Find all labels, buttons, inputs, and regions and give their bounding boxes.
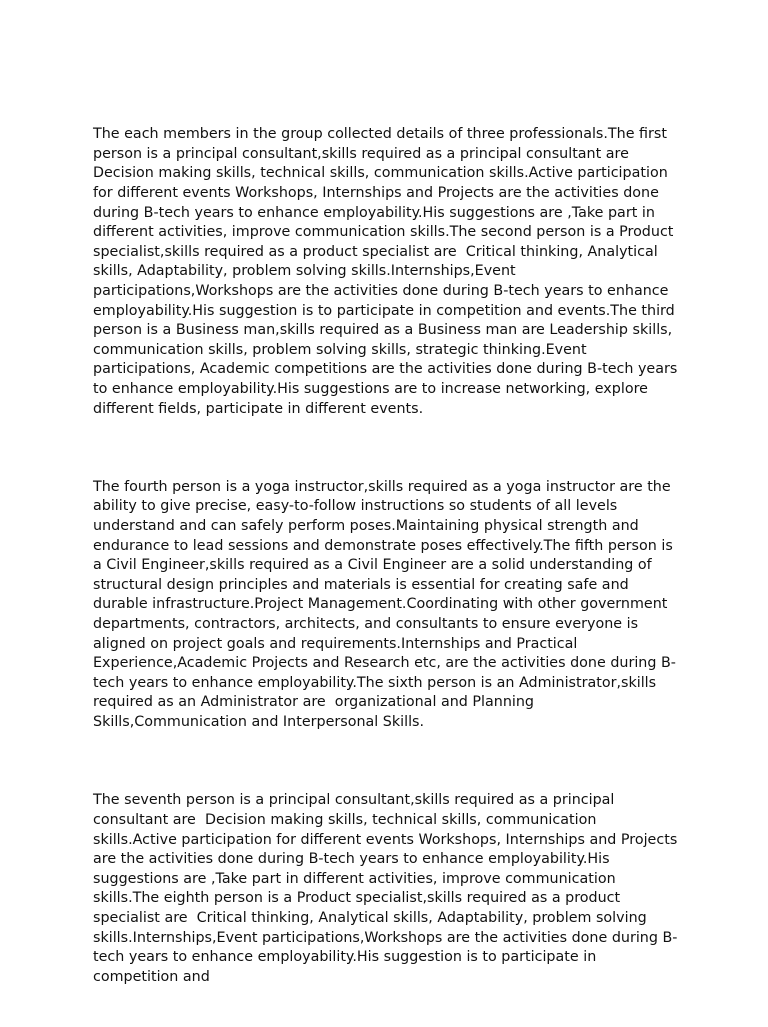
- paragraph-1: The each members in the group collected details of three professionals.The first person is a principal consultant,skills required as a principal consultant are Decision making skills, technical skills, communication skills.Active participation for different events Workshops, Internships and Projects are the activities done during B-tech years to enhance employability.His suggestions are ,Take part in different activities, improve communication skills.The second person is a Product specialist,skills required as a product specialist are Critical thinking, Analytical skills, Adaptability, problem solving skills.Internships,Event participations,Workshops are the activities done during B-tech years to enhance employability.His suggestion is to participate in competition and events.The third person is a Business man,skills required as a Business man are Leadership skills, communication skills, problem solving skills, strategic thinking.Event participations, Academic competitions are the activities done during B-tech years to enhance employability.His suggestions are to increase networking, explore different fields, participate in different events.: [93, 126, 682, 417]
- paragraph-3: The seventh person is a principal consultant,skills required as a principal consultant are Decision making skills, technical skills, communication skills.Active participation for different events Workshops, Internships and Projects are the activities done during B-tech years to enhance employability.His suggestions are ,Take part in different activities, improve communication skills.The eighth person is a Product specialist,skills required as a product specialist are Critical thinking, Analytical skills, Adaptability, problem solving skills.Internships,Event participations,Workshops are the activities done during B-tech years to enhance employability.His suggestion is to participate in competition and: [93, 792, 682, 985]
- document-body: [93, 86, 683, 1027]
- paragraph-2: The fourth person is a yoga instructor,skills required as a yoga instructor are the ability to give precise, easy-to-follow instructions so students of all levels understand and can safely perform poses.Maintaining physical strength and endurance to lead sessions and demonstrate poses effectively.The fifth person is a Civil Engineer,skills required as a Civil Engineer are a solid understanding of structural design principles and materials is essential for creating safe and durable infrastructure.Project Management.Coordinating with other government departments, contractors, architects, and consultants to ensure everyone is aligned on project goals and requirements.Internships and Practical Experience,Academic Projects and Research etc, are the activities done during B-tech years to enhance employability.The sixth person is an Administrator,skills required as an Administrator are organizational and Planning Skills,Communication and Interpersonal Skills.: [93, 478, 678, 730]
